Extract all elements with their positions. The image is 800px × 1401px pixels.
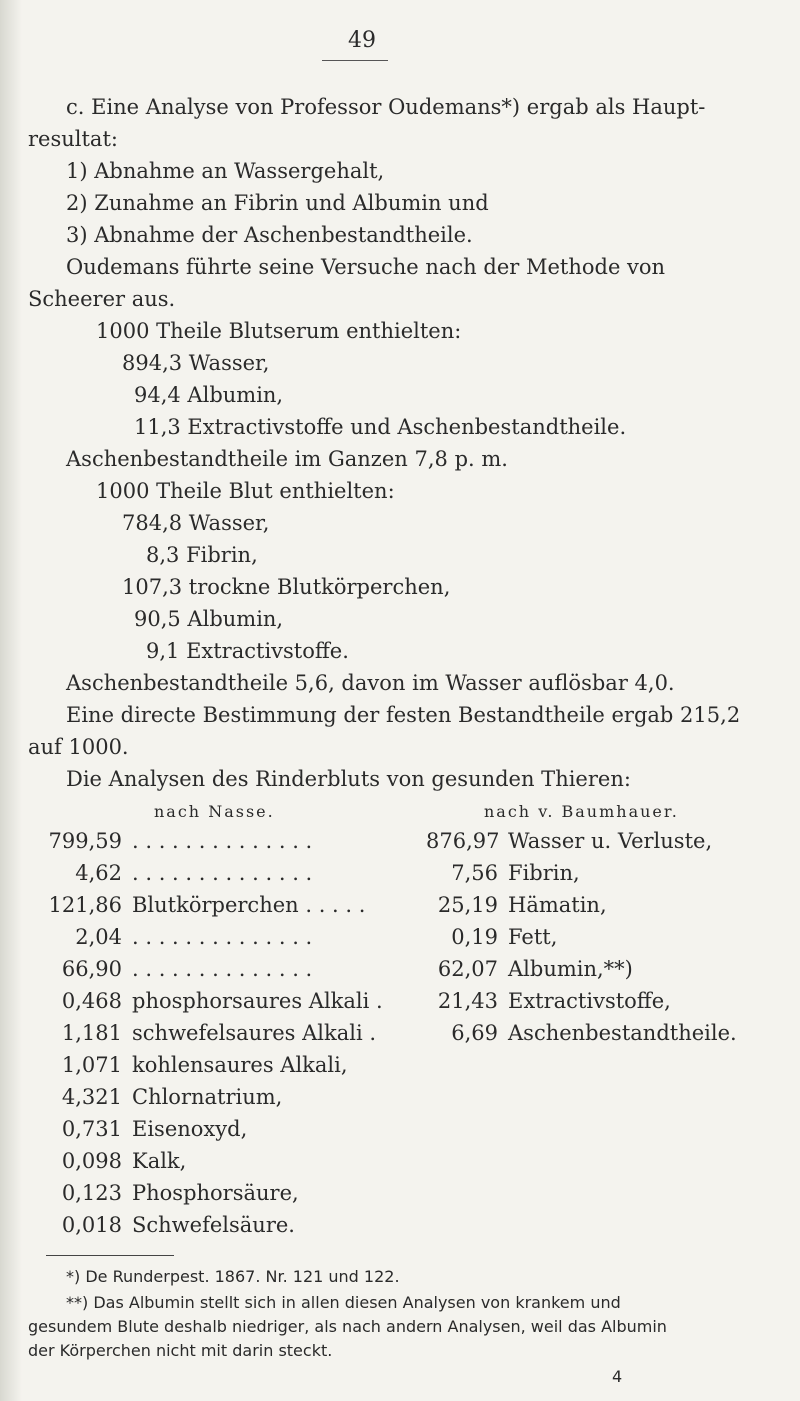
column-header-left: nach Nasse. xyxy=(154,802,275,821)
right-label: Aschenbestandtheile. xyxy=(508,1021,737,1045)
left-label: Eisenoxyd, xyxy=(132,1117,248,1141)
right-value: 25,19 xyxy=(437,893,498,917)
serum-ash: Aschenbestandtheile im Ganzen 7,8 p. m. xyxy=(66,447,508,471)
right-label: Wasser u. Verluste, xyxy=(508,829,713,853)
left-value: 0,098 xyxy=(61,1149,122,1173)
blood-item: 8,3 Fibrin, xyxy=(146,543,258,567)
binding-shadow xyxy=(0,0,22,1401)
left-value: 2,04 xyxy=(75,925,122,949)
left-label: Kalk, xyxy=(132,1149,187,1173)
left-value: 0,018 xyxy=(61,1213,122,1237)
paragraph-line: Eine directe Bestimmung der festen Bestandtheile ergab 215,2 xyxy=(66,703,741,727)
signature-mark: 4 xyxy=(612,1367,623,1386)
blood-item: 784,8 Wasser, xyxy=(122,511,270,535)
right-value: 21,43 xyxy=(437,989,498,1013)
paragraph-line: Die Analysen des Rinderbluts von gesunden Thieren: xyxy=(66,767,631,791)
left-label: Blutkörperchen . . . . . xyxy=(132,893,366,917)
paragraph-line: resultat: xyxy=(28,127,118,151)
left-value: 1,071 xyxy=(61,1053,122,1077)
right-label: Hämatin, xyxy=(508,893,607,917)
left-value: 1,181 xyxy=(61,1021,122,1045)
list-item: 2) Zunahme an Fibrin und Albumin und xyxy=(66,191,489,215)
page-number: 49 xyxy=(348,28,376,53)
paragraph-line: auf 1000. xyxy=(28,735,129,759)
blood-ash: Aschenbestandtheile 5,6, davon im Wasser auflösbar 4,0. xyxy=(66,671,675,695)
list-item: 3) Abnahme der Aschenbestandtheile. xyxy=(66,223,473,247)
column-header-right: nach v. Baumhauer. xyxy=(484,802,679,821)
footnote: *) De Runderpest. 1867. Nr. 121 und 122. xyxy=(66,1267,400,1286)
serum-heading: 1000 Theile Blutserum enthielten: xyxy=(96,319,462,343)
right-label: Fett, xyxy=(508,925,558,949)
left-value: 121,86 xyxy=(48,893,122,917)
right-label: Extractivstoffe, xyxy=(508,989,671,1013)
serum-item: 11,3 Extractivstoffe und Aschenbestandtheile. xyxy=(134,415,627,439)
list-item: 1) Abnahme an Wassergehalt, xyxy=(66,159,385,183)
footnote: **) Das Albumin stellt sich in allen diesen Analysen von krankem und xyxy=(66,1293,621,1312)
left-value: 0,123 xyxy=(61,1181,122,1205)
left-label: Phosphorsäure, xyxy=(132,1181,299,1205)
right-value: 62,07 xyxy=(437,957,498,981)
paragraph-line: c. Eine Analyse von Professor Oudemans*) ergab als Haupt- xyxy=(66,95,706,119)
serum-item: 894,3 Wasser, xyxy=(122,351,270,375)
left-value: 0,468 xyxy=(61,989,122,1013)
left-label: phosphorsaures Alkali . xyxy=(132,989,383,1013)
right-value: 6,69 xyxy=(451,1021,498,1045)
left-value: 4,62 xyxy=(75,861,122,885)
right-value: 7,56 xyxy=(451,861,498,885)
page-number-rule xyxy=(322,60,388,61)
left-label: Chlornatrium, xyxy=(132,1085,283,1109)
left-label: . . . . . . . . . . . . . . xyxy=(132,925,313,949)
paragraph-line: Oudemans führte seine Versuche nach der Methode von xyxy=(66,255,666,279)
left-label: schwefelsaures Alkali . xyxy=(132,1021,377,1045)
blood-item: 90,5 Albumin, xyxy=(134,607,284,631)
left-value: 799,59 xyxy=(48,829,122,853)
blood-heading: 1000 Theile Blut enthielten: xyxy=(96,479,395,503)
left-label: Schwefelsäure. xyxy=(132,1213,295,1237)
right-value: 0,19 xyxy=(451,925,498,949)
right-label: Albumin,**) xyxy=(508,957,633,981)
footnote-rule xyxy=(46,1255,174,1256)
left-value: 66,90 xyxy=(61,957,122,981)
footnote: gesundem Blute deshalb niedriger, als nach andern Analysen, weil das Albumin xyxy=(28,1317,667,1336)
left-value: 0,731 xyxy=(61,1117,122,1141)
right-value: 876,97 xyxy=(426,829,500,853)
left-value: 4,321 xyxy=(61,1085,122,1109)
blood-item: 9,1 Extractivstoffe. xyxy=(146,639,349,663)
serum-item: 94,4 Albumin, xyxy=(134,383,284,407)
blood-item: 107,3 trockne Blutkörperchen, xyxy=(122,575,451,599)
footnote: der Körperchen nicht mit darin steckt. xyxy=(28,1341,333,1360)
left-label: . . . . . . . . . . . . . . xyxy=(132,957,313,981)
left-label: kohlensaures Alkali, xyxy=(132,1053,348,1077)
left-label: . . . . . . . . . . . . . . xyxy=(132,861,313,885)
left-label: . . . . . . . . . . . . . . xyxy=(132,829,313,853)
paragraph-line: Scheerer aus. xyxy=(28,287,176,311)
right-label: Fibrin, xyxy=(508,861,580,885)
